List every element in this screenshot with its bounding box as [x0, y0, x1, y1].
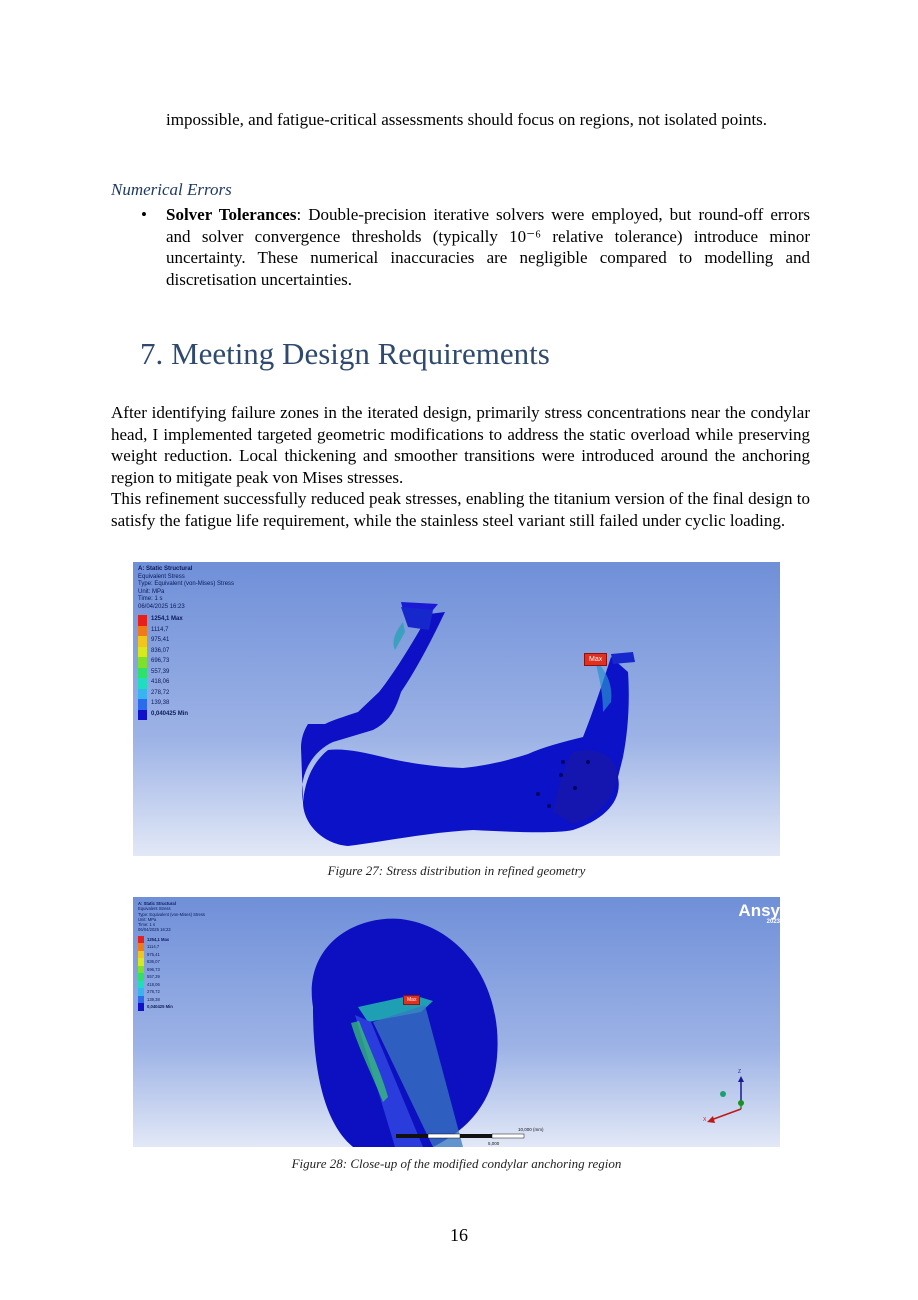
max-stress-marker: Max	[403, 995, 420, 1005]
legend-line: 06/04/2025 16:23	[138, 603, 185, 610]
legend-value: 1254,1 Max	[147, 936, 170, 942]
left-stress-highlight	[393, 622, 405, 650]
bullet-item	[141, 204, 810, 290]
z-axis-label: Z	[738, 1069, 742, 1075]
figure-27-caption: Figure 27: Stress distribution in refined geometry	[327, 863, 586, 878]
left-condyle-head	[401, 607, 433, 630]
legend-value: 836,07	[147, 959, 160, 965]
legend-value: 418,06	[147, 981, 160, 987]
legend-value: 696,73	[147, 966, 160, 972]
scale-bar-segment	[460, 1134, 492, 1138]
section-heading	[140, 336, 550, 372]
legend-line: Time: 1 s	[138, 596, 163, 602]
legend-value: 418,06	[151, 679, 170, 685]
legend-line: Equivalent Stress	[138, 906, 171, 912]
scale-bar-segment	[396, 1134, 428, 1138]
x-axis-icon	[711, 1109, 741, 1120]
page-number: 16	[450, 1225, 468, 1245]
screw-hole	[573, 786, 577, 790]
screw-hole	[561, 760, 565, 764]
screw-hole	[536, 792, 540, 796]
scale-bar-segment	[428, 1134, 460, 1138]
axis-origin-dot	[720, 1091, 726, 1097]
ansys-version: 2023	[766, 919, 780, 925]
x-axis-arrowhead	[707, 1116, 715, 1123]
legend-value: 139,38	[151, 700, 170, 706]
legend-value: 557,39	[151, 668, 170, 675]
x-axis-label: X	[703, 1117, 707, 1123]
legend-line: 06/04/2025 16:23	[138, 927, 171, 933]
continuation-paragraph: impossible, and fatigue-critical assessments should focus on regions, not isolated points.	[166, 110, 768, 129]
legend-title: A: Static Structural	[138, 566, 193, 572]
section-number: 7.	[140, 336, 164, 371]
legend-line: Unit: MPa	[138, 588, 165, 595]
legend-value: 139,38	[147, 996, 160, 1002]
bullet-marker: •	[141, 205, 147, 224]
max-stress-marker: Max	[584, 653, 607, 666]
bullet-text	[166, 204, 810, 290]
legend-value: 1254,1 Max	[151, 616, 183, 622]
bullet-label: Solver Tolerances	[166, 205, 297, 224]
legend-value: 278,72	[147, 989, 160, 995]
right-condyle-head	[611, 652, 635, 664]
figure-27-image	[133, 562, 780, 856]
body-paragraph-1: After identifying failure zones in the iterated design, primarily stress concentrations near the condylar head, I implemented targeted geometric modifications to address the static overload while preserving weight reduction. Local thickening and smoother transitions were introduced around the anchoring region to mitigate peak von Mises stresses.	[111, 403, 810, 487]
legend-value: 0,040425 Min	[151, 710, 189, 717]
bullet-body: : Double-precision iterative solvers were employed, but round-off errors and solver convergence thresholds (typically 10⁻⁶ relative tolerance) introduce minor uncertainty. These numerical inaccuracies are negligible compared to modelling and discretisation uncertainties.	[166, 205, 810, 289]
legend-value: 696,73	[151, 658, 170, 664]
screw-hole	[586, 760, 590, 764]
legend-line: Time: 1 s	[138, 922, 156, 928]
figure-28-image	[133, 897, 780, 1147]
scale-bar-segment	[492, 1134, 524, 1138]
figure-28-caption: Figure 28: Close-up of the modified condylar anchoring region	[291, 1156, 622, 1171]
screw-hole	[559, 773, 563, 777]
subsection-title: Numerical Errors	[111, 180, 232, 199]
legend-line: Equivalent Stress	[138, 573, 185, 580]
scale-bar-label: 10,000 (mm)	[518, 1127, 544, 1132]
implant-model-render	[133, 562, 780, 856]
legend-line: Type: Equivalent (von-Mises) Stress	[138, 911, 206, 917]
legend-line: Unit: MPa	[138, 916, 157, 922]
legend-line: Type: Equivalent (von-Mises) Stress	[138, 581, 235, 587]
condyle-closeup-render	[133, 897, 780, 1147]
legend-value: 557,39	[147, 974, 160, 980]
legend-value: 0,040425 Min	[147, 1004, 173, 1010]
legend-value: 975,41	[147, 951, 160, 957]
y-axis-dot	[738, 1100, 744, 1106]
legend-value: 1114,7	[151, 626, 169, 633]
ansys-logo: Ansy	[738, 901, 780, 920]
legend-value: 836,07	[151, 647, 170, 654]
legend-value: 278,72	[151, 689, 170, 696]
section-title: Meeting Design Requirements	[171, 336, 550, 371]
body-paragraph-2: This refinement successfully reduced peak stresses, enabling the titanium version of the final design to satisfy the fatigue life requirement, while the stainless steel variant still failed under cyclic loading.	[111, 489, 810, 530]
scale-bar-mid-label: 5,000	[488, 1141, 500, 1146]
legend-value: 1114,7	[147, 944, 160, 950]
legend-title: A: Static Structural	[138, 901, 176, 906]
legend-value: 975,41	[151, 637, 170, 643]
z-axis-arrowhead	[738, 1076, 744, 1082]
screw-hole	[547, 804, 551, 808]
